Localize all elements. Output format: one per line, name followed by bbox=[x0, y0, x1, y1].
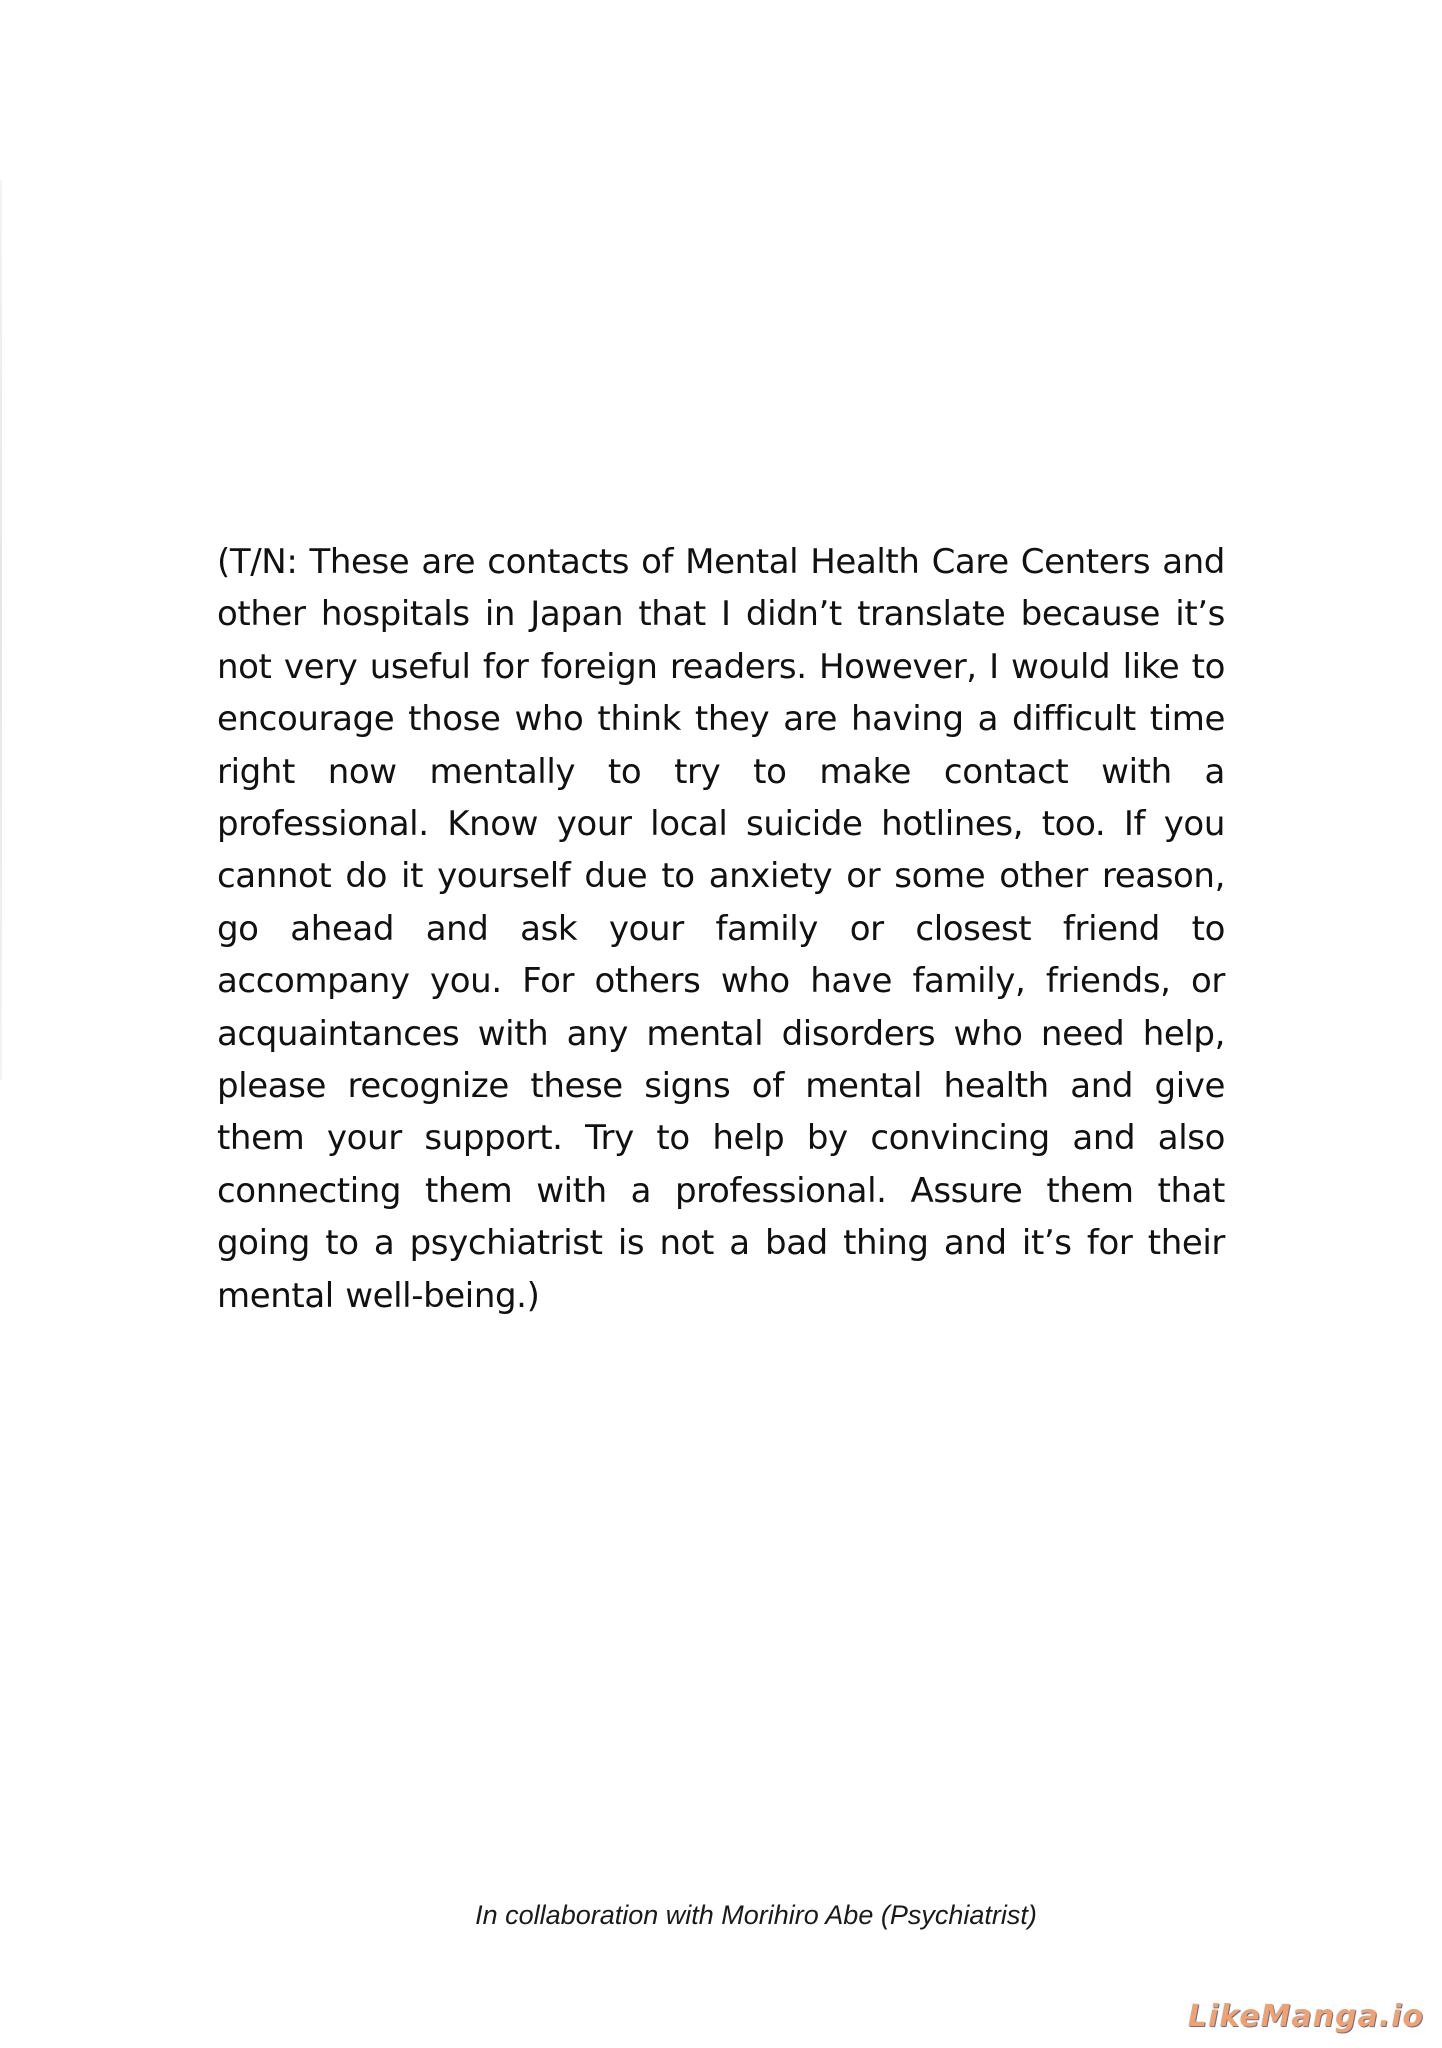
collaboration-credit: In collaboration with Morihiro Abe (Psychiatrist) bbox=[475, 1900, 1037, 1930]
page-edge-shadow bbox=[0, 180, 2, 1080]
translator-note: (T/N: These are contacts of Mental Health Care Centers and other hospitals in Japan that I didn’t translate because it’s not very useful for foreign readers. However, I would like to encourage those who think they are having a difficult time right now mentally to try to make contact with a professional. Know your local suicide hotlines, too. If you cannot do it yourself due to anxiety or some other reason, go ahead and ask your family or closest friend to accompany you. For others who have family, friends, or acquaintances with any mental disorders who need help, please recognize these signs of mental health and give them your support. Try to help by convincing and also connecting them with a professional. Assure them that going to a psychiatrist is not a bad thing and it’s for their mental well-being.) bbox=[217, 542, 1225, 1316]
site-watermark: LikeManga.io bbox=[1187, 1999, 1424, 2034]
